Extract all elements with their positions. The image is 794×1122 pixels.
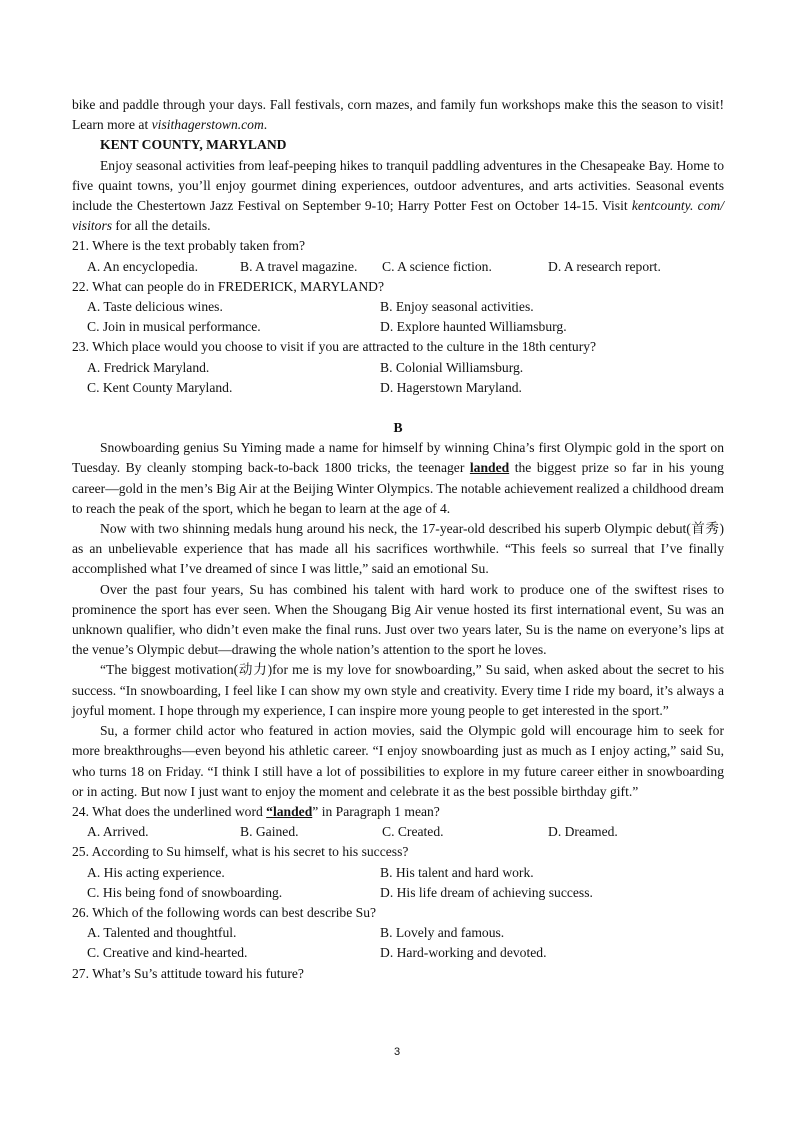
option-a: A. Fredrick Maryland.: [87, 359, 210, 375]
p1-pre: Snowboarding genius Su Yiming made a name for himself by winning China’s first Olympic gold in the sport on Tuesday. By cleanly stomping back-to-back 1800 tricks, the teenager: [72, 440, 724, 476]
passage-a-intro: [72, 95, 724, 135]
p1-post: the biggest prize so far in his young career—gold in the men’s Big Air at the Beijing Winter Olympics. The notable achievement realized a childhood dream to reach the peak of the sport, which he began to learn at the age of 4.: [72, 460, 725, 516]
option-c: C. Kent County Maryland.: [87, 379, 233, 395]
section-gap: [72, 398, 724, 418]
question-23-options-ab: [87, 358, 724, 378]
section-b-paragraph-1: [72, 438, 724, 519]
intro-line-2-pre: visit! Learn more at: [72, 97, 724, 133]
section-b-paragraph-4: “The biggest motivation(动力)for me is my love for snowboarding,” Su said, when asked about the secret to his success. “In snowboarding, I feel like I can show my own style and creativity. Every time I ride my board, it’s always a joyful moment. I hope through my experience, I can inspire more young people to get interested in the sport.”: [72, 662, 724, 718]
question-22-options-cd: [87, 317, 724, 337]
option-a: A. Talented and thoughtful.: [87, 925, 237, 941]
intro-line-1: bike and paddle through your days. Fall festivals, corn mazes, and family fun workshops make this the season to: [72, 97, 693, 112]
question-21-options: [87, 257, 724, 277]
option-a: A. An encyclopedia.: [87, 258, 198, 274]
question-23-options-cd: [87, 378, 724, 398]
option-b: B. Enjoy seasonal activities.: [380, 299, 534, 315]
question-25-options-ab: [87, 863, 724, 883]
section-b-paragraph-3: Over the past four years, Su has combined his talent with hard work to produce one of the swiftest rises to prominence the sport has ever seen. When the Shougang Big Air venue hosted its first international event, Su was an unknown qualifier, who didn’t even make the final runs. Just over two years later, Su is the name on everyone’s lips at the venue’s Olympic debut—drawing the whole nation’s attention to the sport he loves.: [72, 581, 724, 658]
kent-county-paragraph: [72, 156, 724, 237]
question-26-options-cd: [87, 943, 724, 963]
option-c: C. Creative and kind-hearted.: [87, 945, 248, 961]
q24-post: ” in Paragraph 1 mean?: [312, 803, 440, 819]
option-d: D. Explore haunted Williamsburg.: [380, 319, 567, 335]
hagerstown-link: visithagerstown.com: [151, 117, 264, 133]
option-d: D. Dreamed.: [548, 824, 618, 840]
option-c: C. Join in musical performance.: [87, 319, 261, 335]
option-b: B. A travel magazine.: [240, 258, 358, 274]
option-c: C. His being fond of snowboarding.: [87, 884, 283, 900]
option-c: C. Created.: [382, 824, 444, 840]
question-26-options-ab: [87, 923, 724, 943]
question-25-options-cd: [87, 883, 724, 903]
option-d: D. Hagerstown Maryland.: [380, 379, 522, 395]
option-b: B. Colonial Williamsburg.: [380, 359, 524, 375]
option-a: A. Arrived.: [87, 824, 149, 840]
question-21: 21. Where is the text probably taken from?: [72, 238, 306, 254]
option-c: C. A science fiction.: [382, 258, 492, 274]
option-d: D. His life dream of achieving success.: [380, 884, 593, 900]
question-23: 23. Which place would you choose to visit if you are attracted to the culture in the 18th century?: [72, 339, 597, 355]
question-27: 27. What’s Su’s attitude toward his future?: [72, 965, 304, 981]
kent-county-heading: KENT COUNTY, MARYLAND: [100, 137, 287, 153]
q24-pre: 24. What does the underlined word: [72, 803, 267, 819]
section-b-paragraph-5: Su, a former child actor who featured in action movies, said the Olympic gold will encourage him to seek for more breakthroughs—even beyond his athletic career. “I enjoy snowboarding just as much as I enjoy acting,” said Su, who turns 18 on Friday. “I think I still have a lot of possibilities to explore in my future career either in snowboarding or in acting. But now I just want to enjoy the moment and celebrate it as the best possible birthday gift.”: [72, 723, 724, 799]
underlined-word-landed: landed: [469, 460, 510, 476]
question-24-options: [87, 822, 724, 842]
kent-text-pre: Enjoy seasonal activities from leaf-peeping hikes to tranquil paddling adventures in the Chesapeake Bay. Home to five quaint towns, you’ll enjoy gourmet dining experiences, outdoor adventures, and arts activities. Seasonal events include the Chestertown Jazz Festival on September 9-10; Harry Potter Fest on October 14-15. Visit: [72, 157, 724, 214]
kentcounty-link: kentcounty. com/ visitors: [72, 198, 724, 234]
page-content: [72, 95, 724, 984]
question-26: 26. Which of the following words can best describe Su?: [72, 904, 377, 920]
option-b: B. Lovely and famous.: [380, 925, 505, 941]
option-a: A. His acting experience.: [87, 864, 225, 880]
q24-landed-word: “landed: [266, 803, 313, 819]
question-22: 22. What can people do in FREDERICK, MARYLAND?: [72, 278, 384, 294]
page-number: 3: [393, 1046, 401, 1058]
question-22-options-ab: [87, 297, 724, 317]
intro-line-2-post: .: [263, 117, 268, 133]
option-d: D. Hard-working and devoted.: [380, 945, 547, 961]
section-b-paragraph-2: Now with two shinning medals hung around his neck, the 17-year-old described his superb Olympic debut(首秀) as an unbelievable experience that has made all his sacrifices worthwhile. “This feels so surreal that I’ve finally accomplished what I’ve dreamed of since I was little,” said an emotional Su.: [72, 521, 724, 577]
question-25: 25. According to Su himself, what is his secret to his success?: [72, 844, 409, 860]
option-a: A. Taste delicious wines.: [87, 299, 223, 315]
option-d: D. A research report.: [548, 258, 661, 274]
kent-text-post: for all the details.: [112, 218, 211, 234]
section-b-label: B: [393, 420, 403, 436]
option-b: B. His talent and hard work.: [380, 864, 534, 880]
question-24: [72, 802, 724, 822]
option-b: B. Gained.: [240, 824, 299, 840]
